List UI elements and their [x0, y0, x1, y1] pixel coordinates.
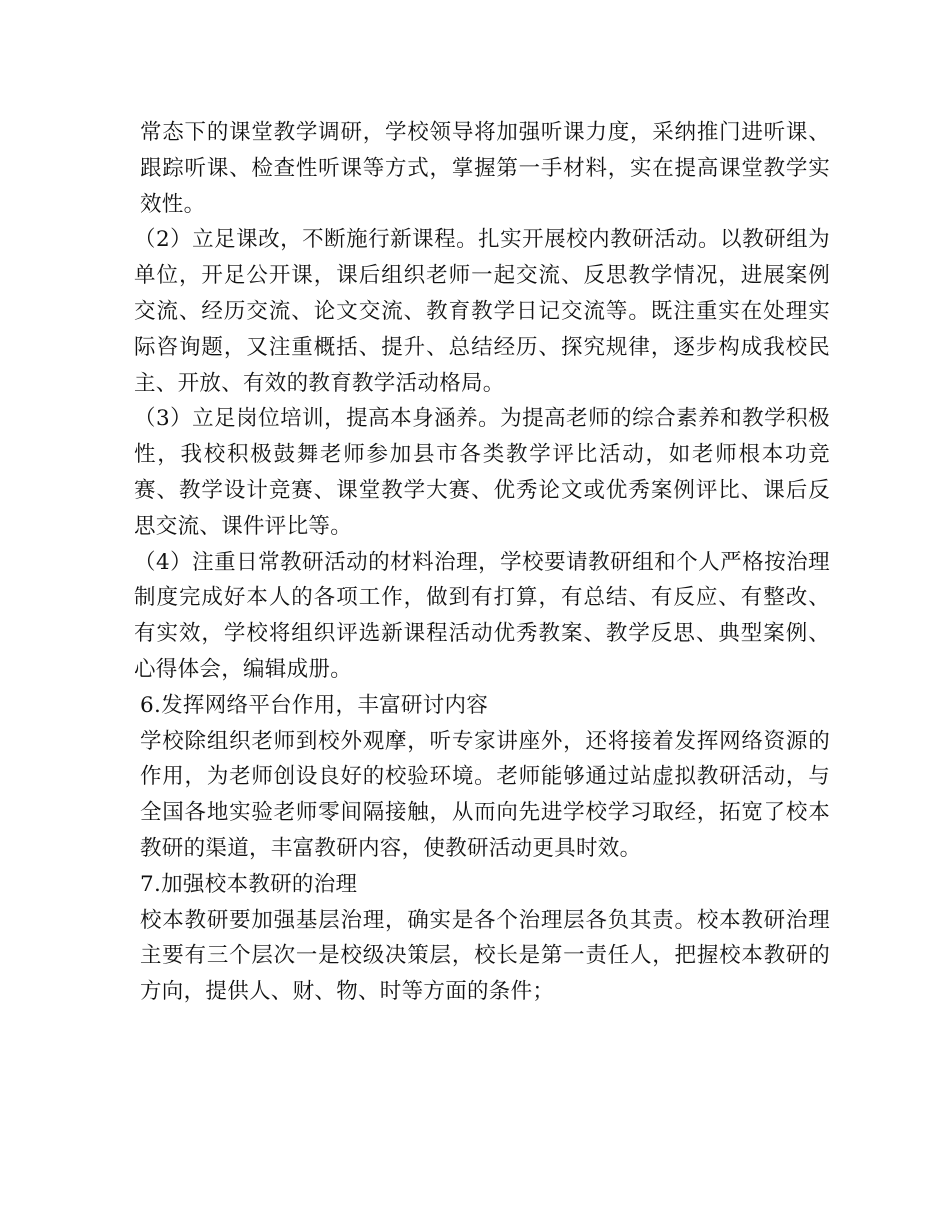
document-body	[134, 115, 830, 1010]
section-heading-network-platform: 6.发挥网络平台作用，丰富研讨内容	[140, 692, 489, 718]
list-item-material-management: （4）注重日常教研活动的材料治理，学校要请教研组和个人严格按治理制度完成好本人的各项工作，做到有打算，有总结、有反应、有整改、有实效，学校将组织评选新课程活动优秀教案、教学反思、典型案例、心得体会，编辑成册。	[134, 549, 830, 682]
section-heading-research-management: 7.加强校本教研的治理	[140, 871, 358, 897]
list-item-job-training: （3）立足岗位培训，提高本身涵养。为提高老师的综合素养和教学积极性，我校积极鼓舞老师参加县市各类教学评比活动，如老师根本功竞赛、教学设计竞赛、课堂教学大赛、优秀论文或优秀案例评比、课后反思交流、课件评比等。	[134, 406, 830, 539]
paragraph-network-resources: 学校除组织老师到校外观摩，听专家讲座外，还将接着发挥网络资源的作用，为老师创设良好的校验环境。老师能够通过站虚拟教研活动，与全国各地实验老师零间隔接触，从而向先进学校学习取经，拓宽了校本教研的渠道，丰富教研内容，使教研活动更具时效。	[140, 728, 830, 861]
list-item-curriculum-reform: （2）立足课改，不断施行新课程。扎实开展校内教研活动。以教研组为单位，开足公开课，课后组织老师一起交流、反思教学情况，进展案例交流、经历交流、论文交流、教育教学日记交流等。既注重实在处理实际咨询题，又注重概括、提升、总结经历、探究规律，逐步构成我校民主、开放、有效的教育教学活动格局。	[134, 227, 830, 396]
paragraph-management-levels: 校本教研要加强基层治理，确实是各个治理层各负其责。校本教研治理主要有三个层次一是校级决策层，校长是第一责任人，把握校本教研的方向，提供人、财、物、时等方面的条件；	[140, 907, 830, 1005]
paragraph-classroom-research: 常态下的课堂教学调研，学校领导将加强听课力度，采纳推门进听课、跟踪听课、检查性听课等方式，掌握第一手材料，实在提高课堂教学实效性。	[140, 120, 830, 217]
